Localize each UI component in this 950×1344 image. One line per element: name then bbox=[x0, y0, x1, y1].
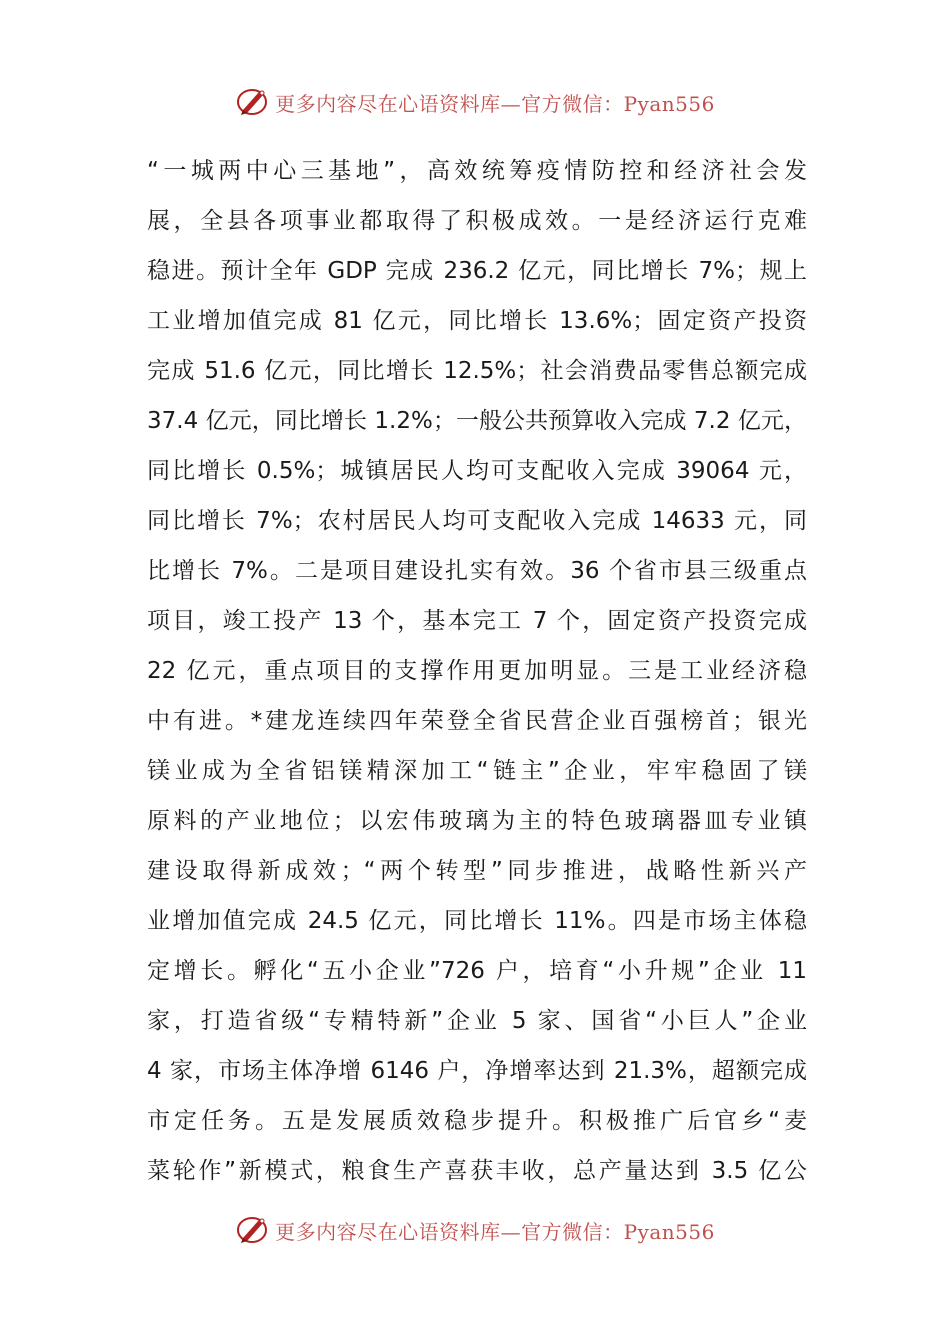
body-line: 37.4 亿元，同比增长 1.2%；一般公共预算收入完成 7.2 亿元， bbox=[147, 408, 807, 434]
body-line: 比增长 7%。二是项目建设扎实有效。36 个省市县三级重点 bbox=[147, 558, 807, 584]
body-line: “一城两中心三基地”，高效统筹疫情防控和经济社会发 bbox=[147, 158, 807, 184]
footer-banner-text bbox=[275, 1216, 715, 1245]
body-line: 中有进。*建龙连续四年荣登全省民营企业百强榜首；银光 bbox=[147, 708, 807, 734]
body-line: 同比增长 7%；农村居民人均可支配收入完成 14633 元，同 bbox=[147, 508, 807, 534]
footer-banner-account: Pyan556 bbox=[623, 1219, 715, 1244]
footer-banner bbox=[0, 1208, 950, 1252]
body-line: 镁业成为全省铝镁精深加工“链主”企业，牢牢稳固了镁 bbox=[147, 758, 807, 784]
body-line: 原料的产业地位；以宏伟玻璃为主的特色玻璃器皿专业镇 bbox=[147, 808, 807, 834]
body-line: 家，打造省级“专精特新”企业 5 家、国省“小巨人”企业 bbox=[147, 1008, 807, 1034]
header-banner-account: Pyan556 bbox=[623, 91, 715, 116]
body-line: 定增长。孵化“五小企业”726 户，培育“小升规”企业 11 bbox=[147, 958, 807, 984]
body-line: 4 家，市场主体净增 6146 户，净增率达到 21.3%，超额完成 bbox=[147, 1058, 807, 1084]
pen-logo-icon bbox=[235, 1212, 271, 1248]
header-banner-label: 更多内容尽在心语资料库—官方微信： bbox=[275, 91, 624, 116]
body-line: 建设取得新成效；“两个转型”同步推进，战略性新兴产 bbox=[147, 858, 807, 884]
body-line: 稳进。预计全年 GDP 完成 236.2 亿元，同比增长 7%；规上 bbox=[147, 258, 807, 284]
body-line: 业增加值完成 24.5 亿元，同比增长 11%。四是市场主体稳 bbox=[147, 908, 807, 934]
body-line: 同比增长 0.5%；城镇居民人均可支配收入完成 39064 元， bbox=[147, 458, 807, 484]
header-banner bbox=[0, 80, 950, 124]
header-banner-text bbox=[275, 88, 715, 117]
body-line: 展，全县各项事业都取得了积极成效。一是经济运行克难 bbox=[147, 208, 807, 234]
body-line: 完成 51.6 亿元，同比增长 12.5%；社会消费品零售总额完成 bbox=[147, 358, 807, 384]
body-line: 市定任务。五是发展质效稳步提升。积极推广后官乡“麦 bbox=[147, 1108, 807, 1134]
document-body bbox=[147, 146, 807, 1196]
body-line: 22 亿元，重点项目的支撑作用更加明显。三是工业经济稳 bbox=[147, 658, 807, 684]
body-line: 菜轮作”新模式，粮食生产喜获丰收，总产量达到 3.5 亿公 bbox=[147, 1158, 807, 1184]
body-line: 项目，竣工投产 13 个，基本完工 7 个，固定资产投资完成 bbox=[147, 608, 807, 634]
body-line: 工业增加值完成 81 亿元，同比增长 13.6%；固定资产投资 bbox=[147, 308, 807, 334]
pen-logo-icon bbox=[235, 84, 271, 120]
footer-banner-label: 更多内容尽在心语资料库—官方微信： bbox=[275, 1219, 624, 1244]
